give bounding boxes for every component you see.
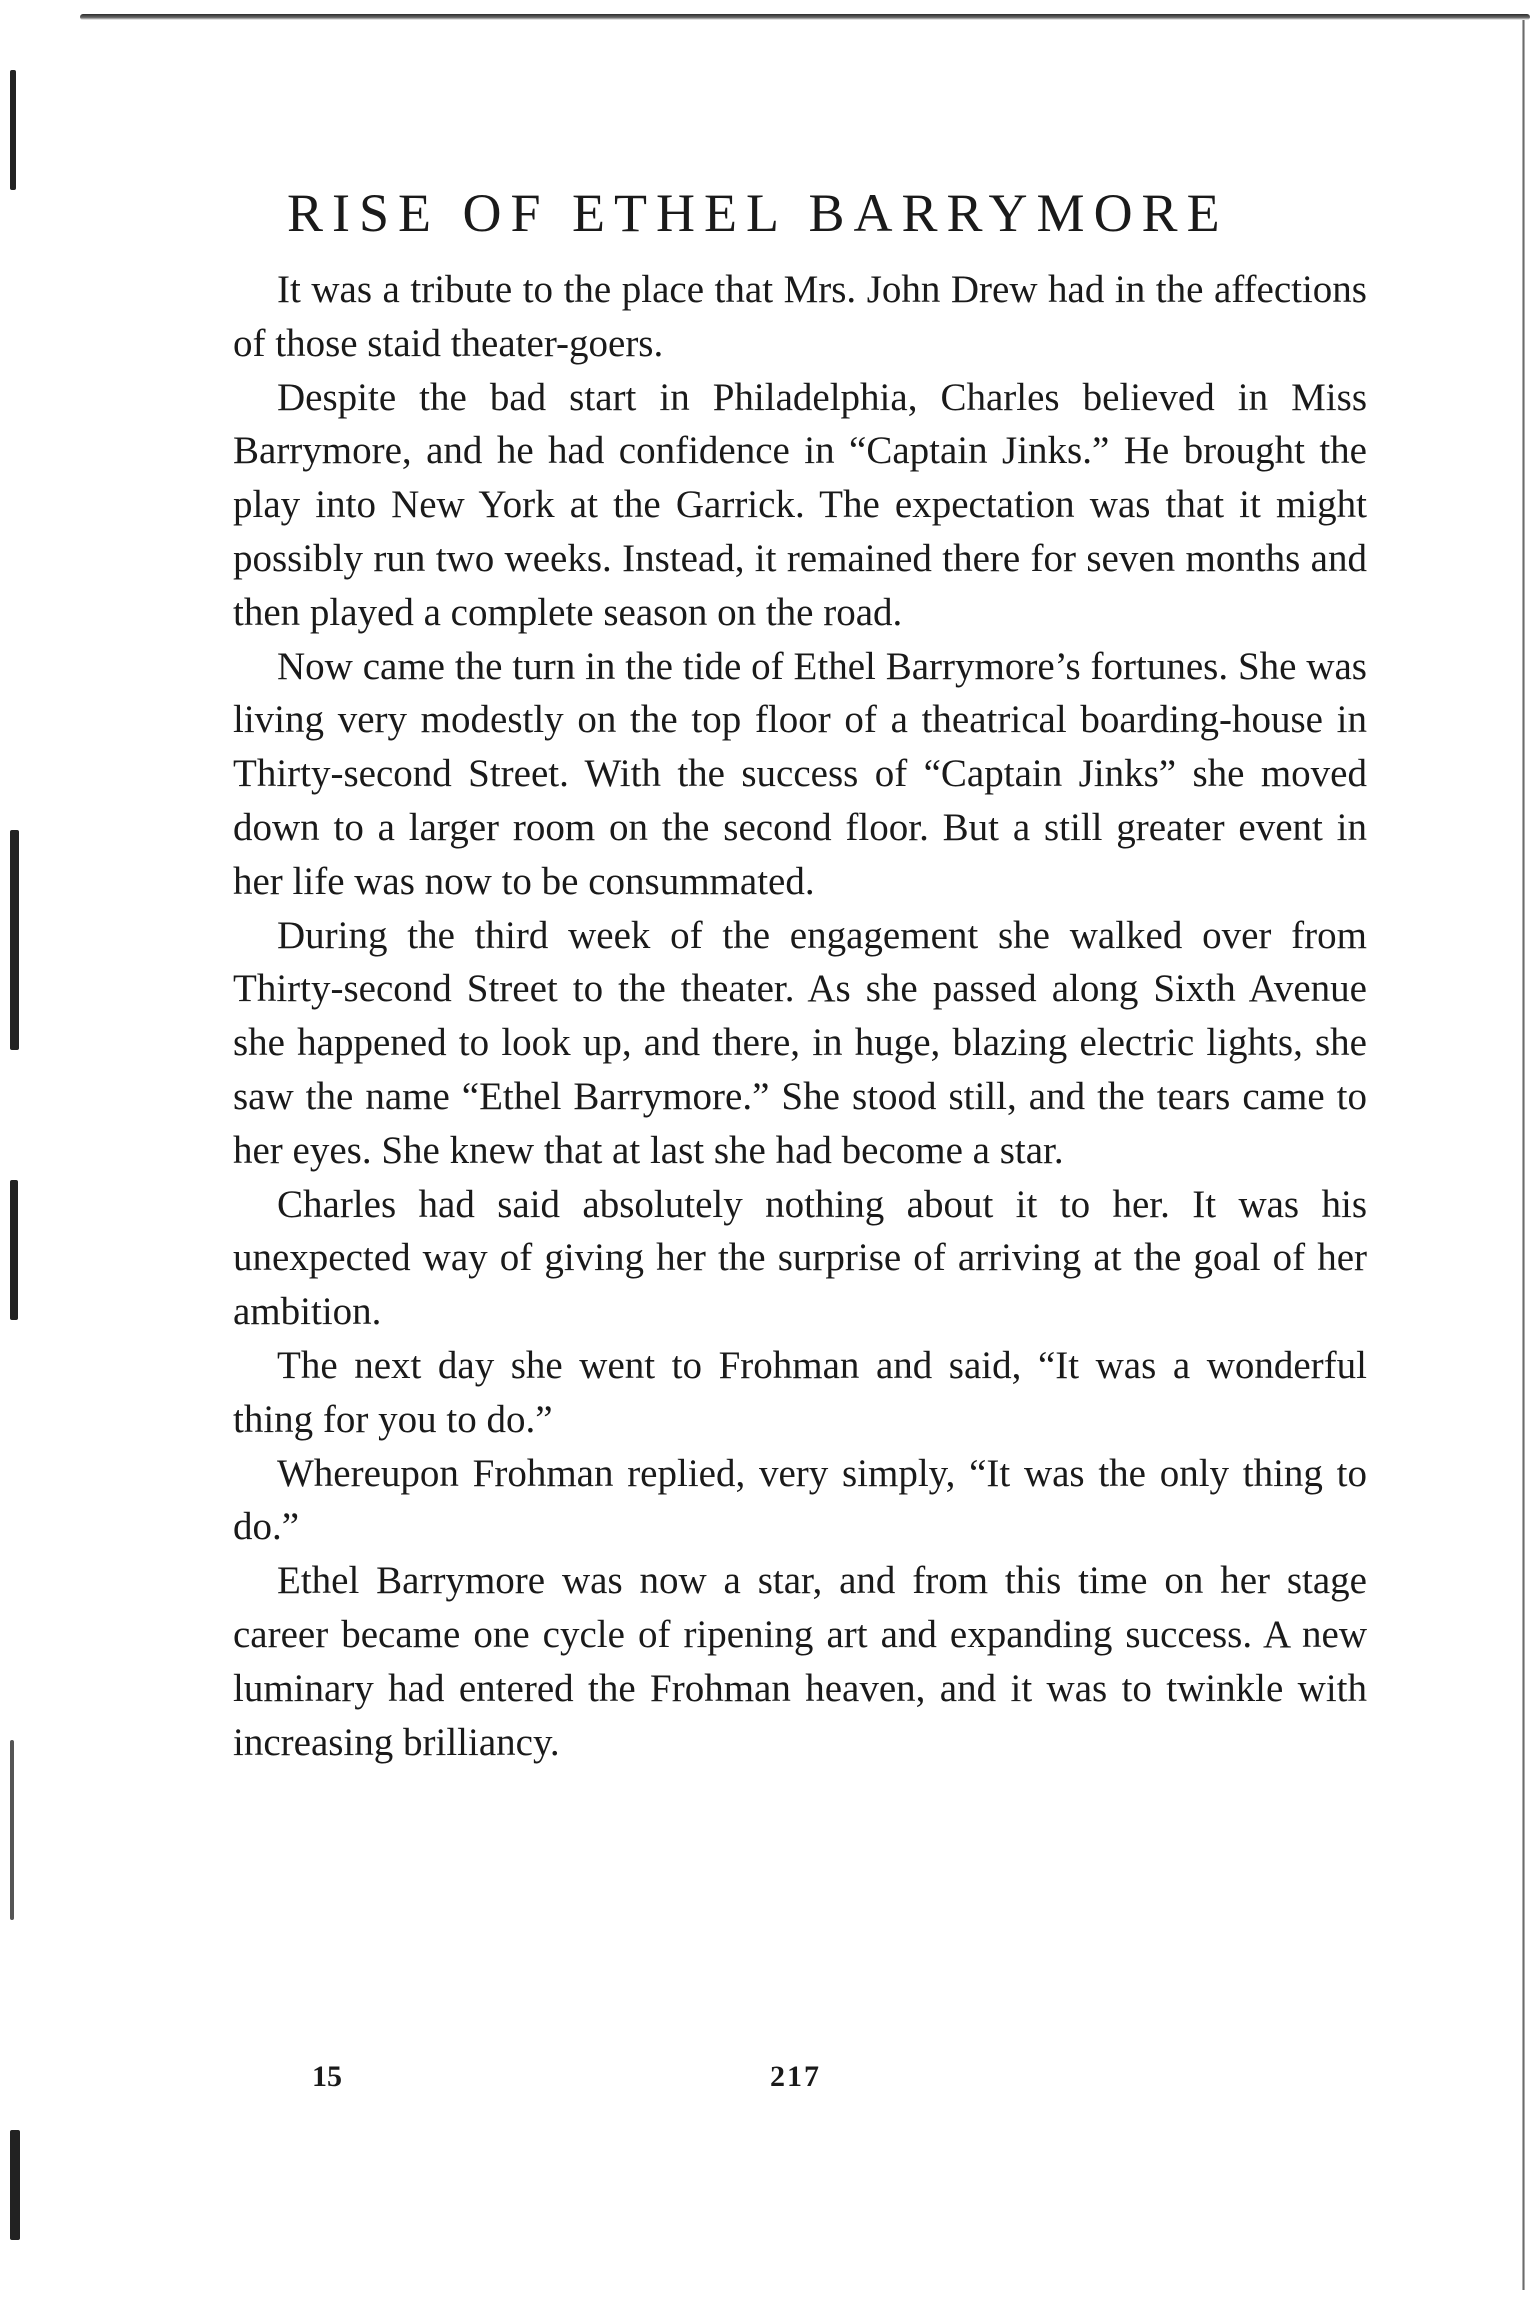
page-number: 217 xyxy=(770,2060,821,2093)
scan-mark-left xyxy=(10,1180,18,1320)
paragraph: Now came the turn in the tide of Ethel Barrymore’s fortunes. She was living very modestly on the top floor of a theatrical boarding-house in Thirty-second Street. With the success of “Captain Jinks” she moved down to a larger room on the second floor. But a still greater event in her life was now to be consummated. xyxy=(233,644,1367,903)
scan-mark-left xyxy=(10,830,19,1050)
scan-edge-top xyxy=(80,14,1530,20)
scan-edge-right xyxy=(1522,20,1525,2290)
running-head: RISE OF ETHEL BARRYMORE xyxy=(287,183,1229,243)
scan-mark-left xyxy=(10,1740,14,1920)
paragraph: Whereupon Frohman replied, very simply, “It was the only thing to do.” xyxy=(233,1451,1367,1549)
paragraph: It was a tribute to the place that Mrs. John Drew had in the affections of those staid theater-goers. xyxy=(233,268,1367,365)
scan-mark-left xyxy=(10,70,16,190)
body-text xyxy=(233,263,1367,1769)
signature-mark: 15 xyxy=(312,2060,342,2093)
paragraph: Charles had said absolutely nothing about it to her. It was his unexpected way of giving her the surprise of arriving at the goal of her ambition. xyxy=(233,1182,1367,1334)
scan-mark-left xyxy=(10,2130,20,2240)
paragraph: Despite the bad start in Philadelphia, Charles believed in Miss Barrymore, and he had confidence in “Captain Jinks.” He brought the play into New York at the Garrick. The expectation was that it might possibly run two weeks. Instead, it remained there for seven months and then played a complete season on the road. xyxy=(233,375,1367,634)
paragraph: During the third week of the engagement she walked over from Thirty-second Street to the theater. As she passed along Sixth Avenue she happened to look up, and there, in huge, blazing electric lights, she saw the name “Ethel Barrymore.” She stood still, and the tears came to her eyes. She knew that at last she had become a star. xyxy=(233,913,1367,1172)
paragraph: The next day she went to Frohman and said, “It was a wonderful thing for you to do.” xyxy=(233,1343,1367,1441)
paragraph: Ethel Barrymore was now a star, and from this time on her stage career became one cycle of ripening art and expanding success. A new luminary had entered the Frohman heaven, and it was to twinkle with increasing brilliancy. xyxy=(233,1559,1367,1764)
